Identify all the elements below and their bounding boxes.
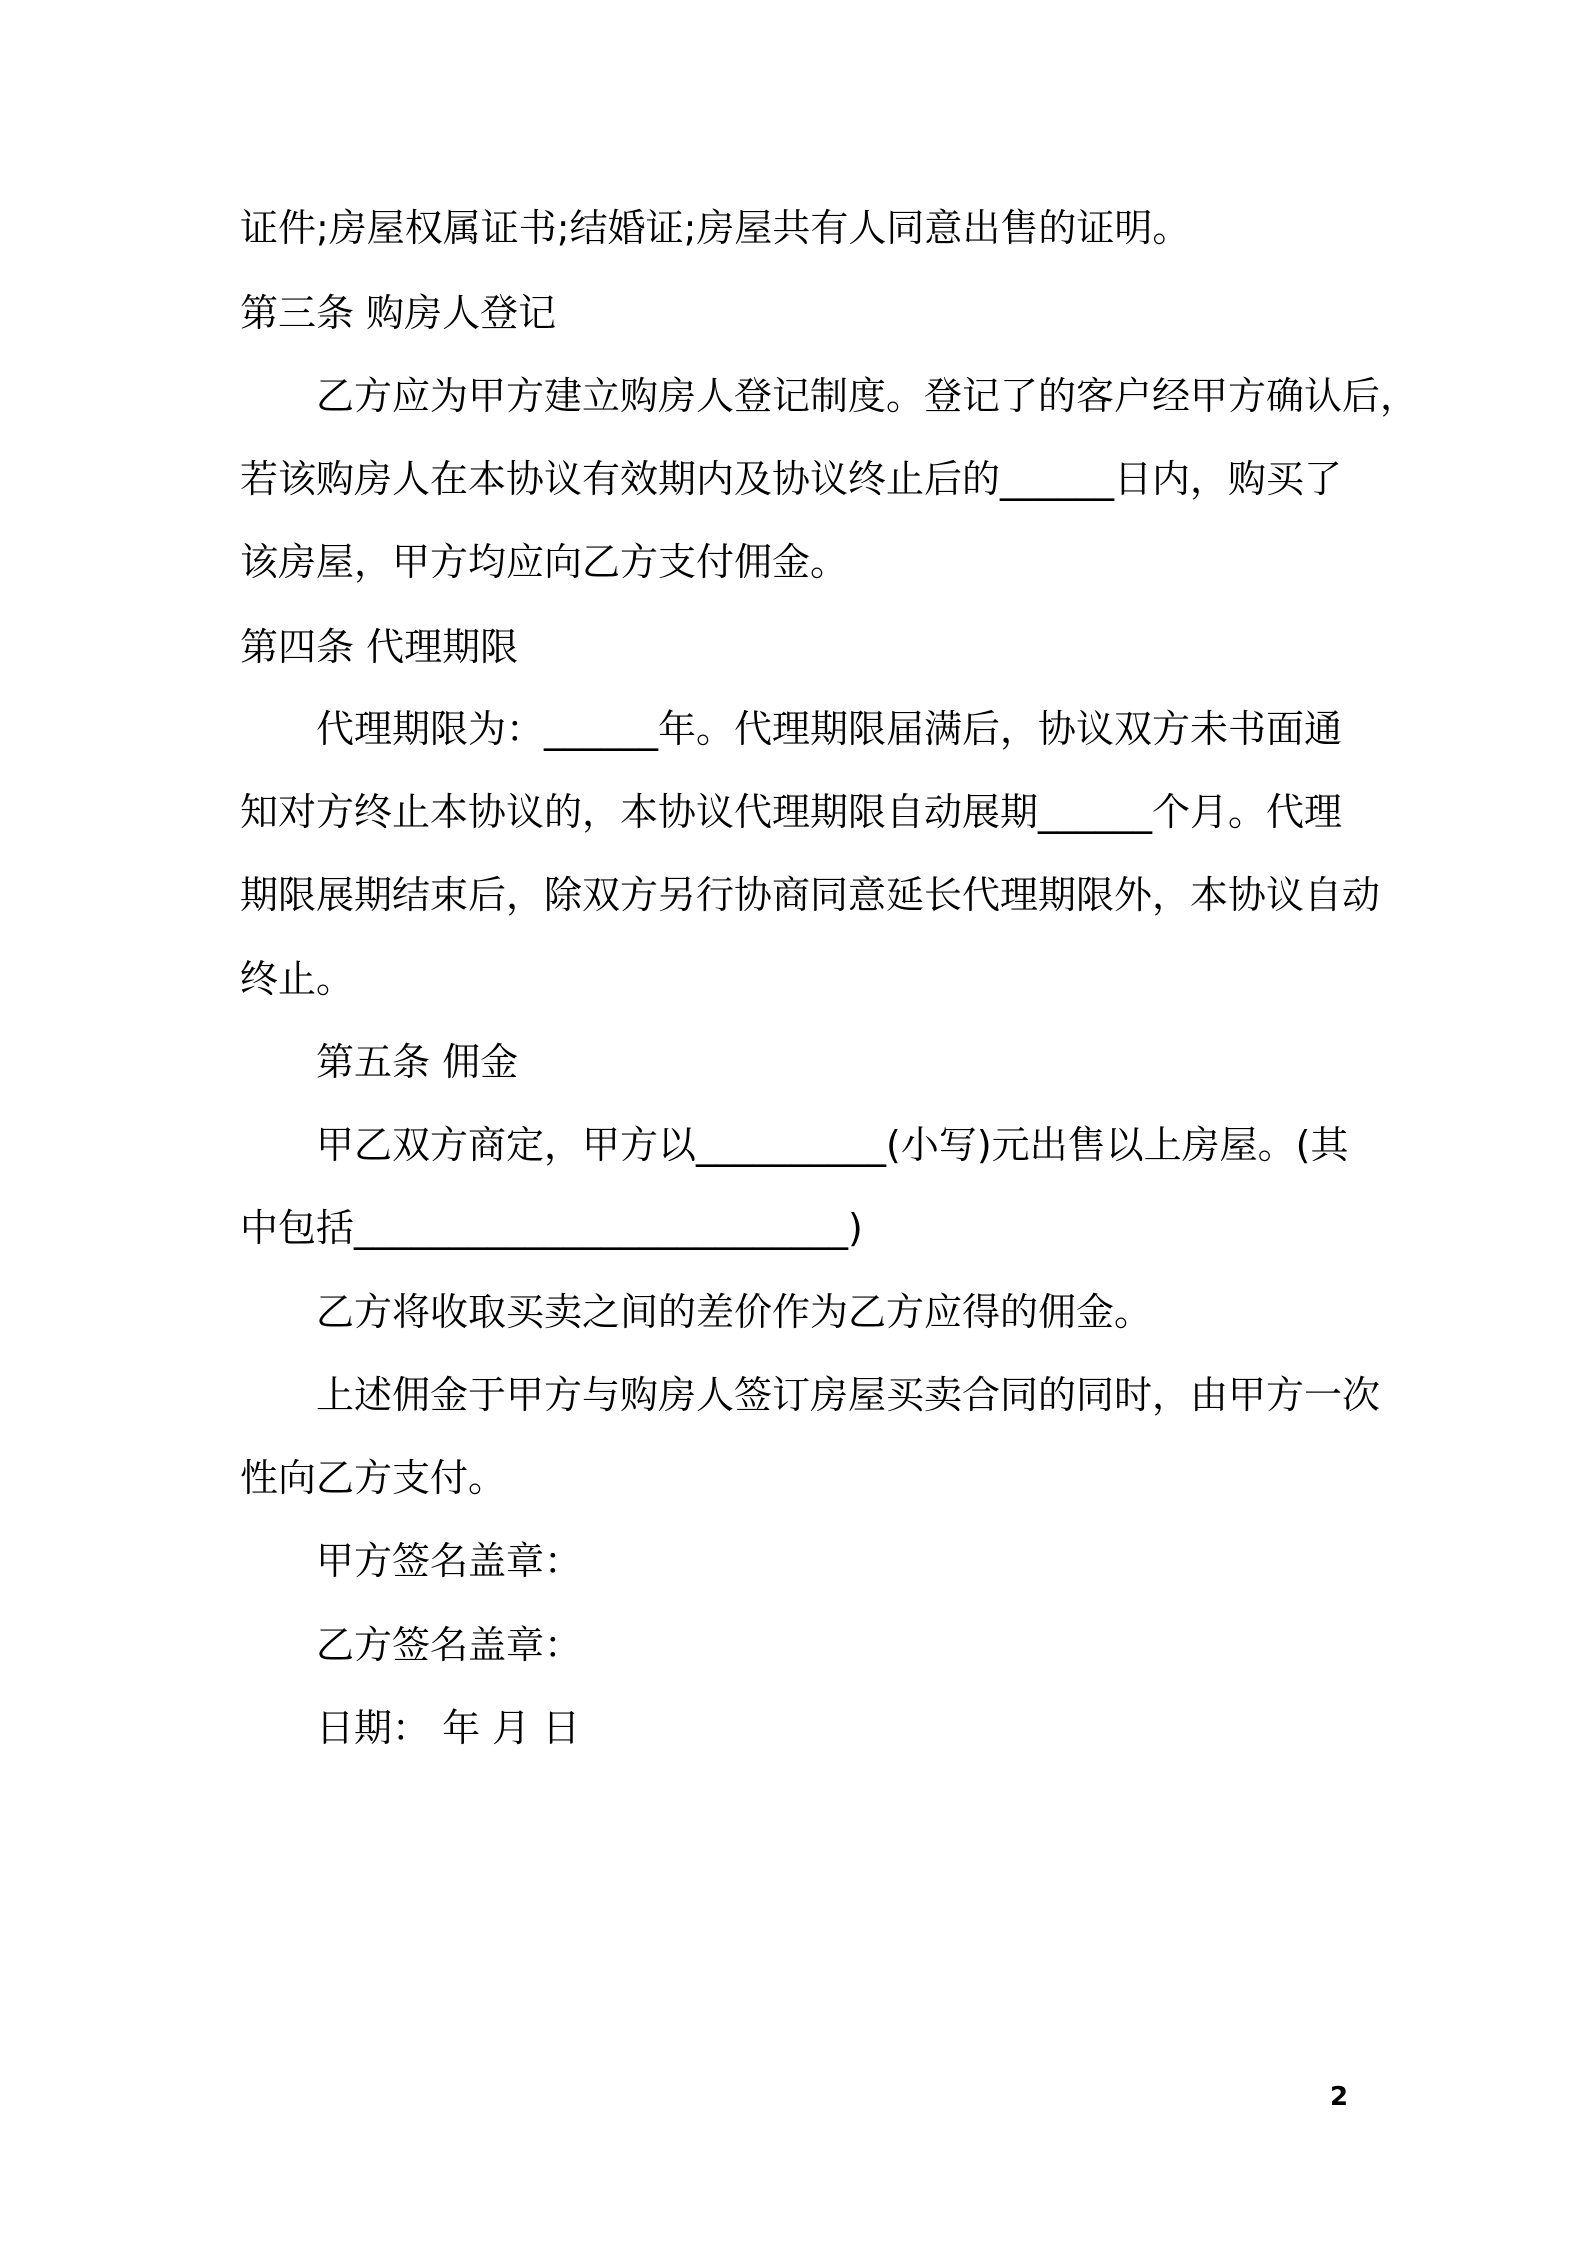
- party-a-signature-line: 甲方签名盖章：: [316, 1539, 583, 1583]
- article-5-paragraph-line-1: 甲乙双方商定，甲方以__________(小写)元出售以上房屋。(其: [316, 1123, 1349, 1167]
- commission-paragraph: 乙方将收取买卖之间的差价作为乙方应得的佣金。: [316, 1290, 1153, 1334]
- article-5-heading: 第五条 佣金: [316, 1040, 519, 1084]
- page-number: 2: [1330, 2082, 1349, 2112]
- article-3-heading: 第三条 购房人登记: [240, 291, 557, 335]
- payment-paragraph-line-2: 性向乙方支付。: [240, 1456, 507, 1500]
- article-3-paragraph-line-3: 该房屋，甲方均应向乙方支付佣金。: [240, 540, 849, 584]
- party-b-signature-line: 乙方签名盖章：: [316, 1623, 583, 1667]
- article-4-paragraph-line-4: 终止。: [240, 957, 355, 1001]
- article-4-paragraph-line-2: 知对方终止本协议的，本协议代理期限自动展期______个月。代理: [240, 790, 1343, 834]
- text-line-continuation: 证件;房屋权属证书;结婚证;房屋共有人同意出售的证明。: [240, 206, 1191, 250]
- article-5-paragraph-line-2: 中包括__________________________): [240, 1206, 863, 1250]
- article-3-paragraph-line-2: 若该购房人在本协议有效期内及协议终止后的______日内，购买了: [240, 457, 1343, 501]
- article-4-heading: 第四条 代理期限: [240, 625, 519, 669]
- article-4-paragraph-line-3: 期限展期结束后，除双方另行协商同意延长代理期限外，本协议自动: [240, 873, 1381, 917]
- article-3-paragraph-line-1: 乙方应为甲方建立购房人登记制度。登记了的客户经甲方确认后，: [316, 374, 1419, 418]
- date-line: 日期： 年 月 日: [316, 1706, 581, 1750]
- article-4-paragraph-line-1: 代理期限为：______年。代理期限届满后，协议双方未书面通: [316, 707, 1343, 751]
- payment-paragraph-line-1: 上述佣金于甲方与购房人签订房屋买卖合同的同时，由甲方一次: [316, 1373, 1381, 1417]
